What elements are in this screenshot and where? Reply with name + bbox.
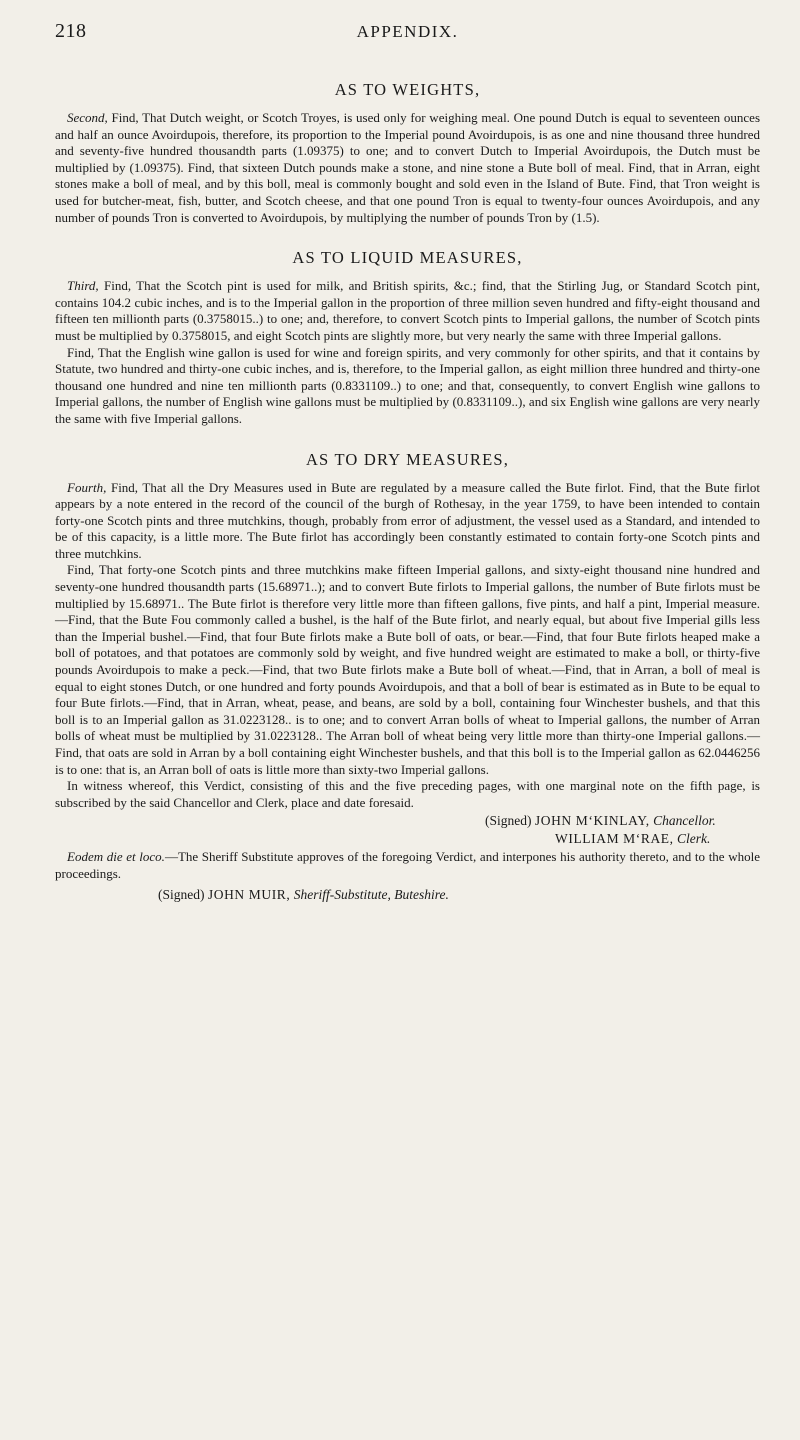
liquid-paragraph-1 [55, 278, 760, 344]
sheriff-signature [55, 887, 760, 904]
signature-line-clerk [555, 831, 710, 847]
page-number: 218 [55, 20, 87, 42]
eodem-text: —The Sheriff Substitute approves of the foregoing Verdict, and interpones his authority thereto, and to the whole proceedings. [55, 849, 760, 881]
clerk-title: Clerk. [677, 831, 711, 847]
weights-text: Find, That Dutch weight, or Scotch Troyes, is used only for weighing meal. One pound Dutch is equal to seventeen ounces and half an ounce Avoirdupois, therefore, its proportion to the Imperial pound Avoirdupois, is as one and nine thousand three hundred and seventy-five hundred thousandth parts (1.09375) to one; and to convert Dutch to Imperial Avoirdupois, the Dutch must be multiplied by (1.09375). Find, that sixteen Dutch pounds make a stone, and nine stone a Bute boll of meal. Find, that in Arran, eight stones make a boll of meal, and by this boll, meal is commonly bought and sold even in the Island of Bute. Find, that Tron weight is used for butcher-meat, fish, butter, and Scotch cheese, and that one pound Tron is equal to twenty-four ounces Avoirdupois, and any number of pounds Tron is converted to Avoirdupois, by multiplying the number of pounds Tron by (1.5). [55, 110, 760, 225]
sheriff-signed-label: (Signed) [158, 886, 205, 902]
weights-paragraph [55, 110, 760, 226]
chancellor-title: Chancellor. [653, 813, 716, 829]
dry-section [55, 450, 760, 812]
liquid-text-1: Find, That the Scotch pint is used for milk, and British spirits, &c.; find, that the Stirling Jug, or Standard Scotch pint, contains 104.2 cubic inches, and is to the Imperial gallon in the proportion of three million seven hundred and fifty-eight thousand and fifteen ten millionth parts (0.3758015..) to one; and, therefore, to convert Scotch pints to Imperial gallons, the number of Scotch pints must be multiplied by 0.3758015, and eight Scotch pints are slightly more, but very nearly the same with three Imperial gallons. [55, 278, 760, 343]
signed-label: (Signed) [485, 813, 532, 829]
dry-heading: AS TO DRY MEASURES, [305, 449, 510, 469]
dry-text-1: Find, That all the Dry Measures used in Bute are regulated by a measure called the Bute firlot. Find, that the Bute firlot appears by a note entered in the record of the council of the burgh of Rothesay, in the year 1759, to have been intended to contain forty-one Scotch pints and three mutchkins, though, probably from error of adjustment, the vessel used as a Standard, and intended to be of this capacity, is a little more. The Bute firlot has accordingly been constantly estimated to contain forty-one Scotch pints and three mutchkins. [55, 479, 760, 561]
dry-paragraph-1 [55, 480, 760, 563]
running-title: APPENDIX. [356, 22, 459, 41]
sheriff-title: Sheriff-Substitute, Buteshire. [293, 886, 449, 902]
eodem-paragraph [55, 849, 760, 882]
liquid-heading: AS TO LIQUID MEASURES, [292, 248, 523, 268]
liquid-lead: Third, [67, 278, 99, 294]
sheriff-name: JOHN MUIR, [207, 886, 291, 902]
dry-paragraph-2: Find, That forty-one Scotch pints and three mutchkins make fifteen Imperial gallons, and sixty-eight thousand nine hundred and seventy-one hundred thousandth parts (15.68971..); and to convert Bute firlots to Imperial gallons, the number of Bute firlots must be multiplied by 15.68971.. The Bute firlot is therefore very little more than fifteen gallons, five pints, and half a pint, Imperial measure.—Find, that the Bute Fou commonly called a bushel, is the half of the Bute firlot, and nearly equal, but about five Imperial gills less than the Imperial bushel.—Find, that four Bute firlots make a Bute boll of oats, or bear.—Find, that four Bute firlots heaped make a boll of potatoes, and that potatoes are commonly sold by weight, and five hundred weight are estimated to make a boll, or thirty-five pounds Avoirdupois to make a peck.—Find, that two Bute firlots make a Bute boll of wheat.—Find, that in Arran, a boll of meal is equal to eight stones Dutch, or one hundred and forty pounds Avoirdupois, and that a boll of bear is estimated as in Bute to be equal to four Bute firlots.—Find, that in Arran, wheat, pease, and beans, are sold by a boll, containing four Winchester bushels, and that this boll is to an Imperial gallon as 31.0223128.. is to one; and to convert Arran bolls of wheat to Imperial gallons, the number of Arran bolls of wheat must be multiplied by 31.0223128.. The Arran boll of wheat being very little more than thirty-one Imperial gallons.—Find, that oats are sold in Arran by a boll containing eight Winchester bushels, and that this boll is to the Imperial gallon as 62.0446256 is to one: that is, an Arran boll of oats is little more than sixty-two Imperial gallons. [55, 562, 760, 777]
witness-paragraph: In witness whereof, this Verdict, consisting of this and the five preceding pages, with one marginal note on the fifth page, is subscribed by the said Chancellor and Clerk, place and date foresaid. [55, 778, 760, 810]
weights-lead: Second, [67, 110, 108, 125]
eodem-lead: Eodem die et loco. [67, 849, 165, 865]
signature-line-chancellor [485, 813, 716, 829]
dry-lead: Fourth, [67, 479, 107, 495]
running-head [55, 0, 760, 60]
signature-block [55, 813, 760, 849]
chancellor-name: JOHN M‘KINLAY, [534, 813, 650, 829]
liquid-paragraph-2: Find, That the English wine gallon is used for wine and foreign spirits, and very commonly for other spirits, and that it contains by Statute, two hundred and thirty-one cubic inches, and is, therefore, to the Imperial gallon, as eight million three hundred and thirty-one thousand one hundred and nine ten millionth parts (0.8331109..) to one; and that, consequently, to convert English wine gallons to Imperial gallons, the number of English wine gallons must be multiplied by (0.8331109..), and six English wine gallons are very nearly the same with five Imperial gallons. [55, 344, 760, 426]
weights-heading: AS TO WEIGHTS, [334, 80, 481, 99]
clerk-name: WILLIAM M‘RAE, [555, 831, 674, 847]
weights-section [55, 80, 760, 226]
liquid-section [55, 248, 760, 427]
